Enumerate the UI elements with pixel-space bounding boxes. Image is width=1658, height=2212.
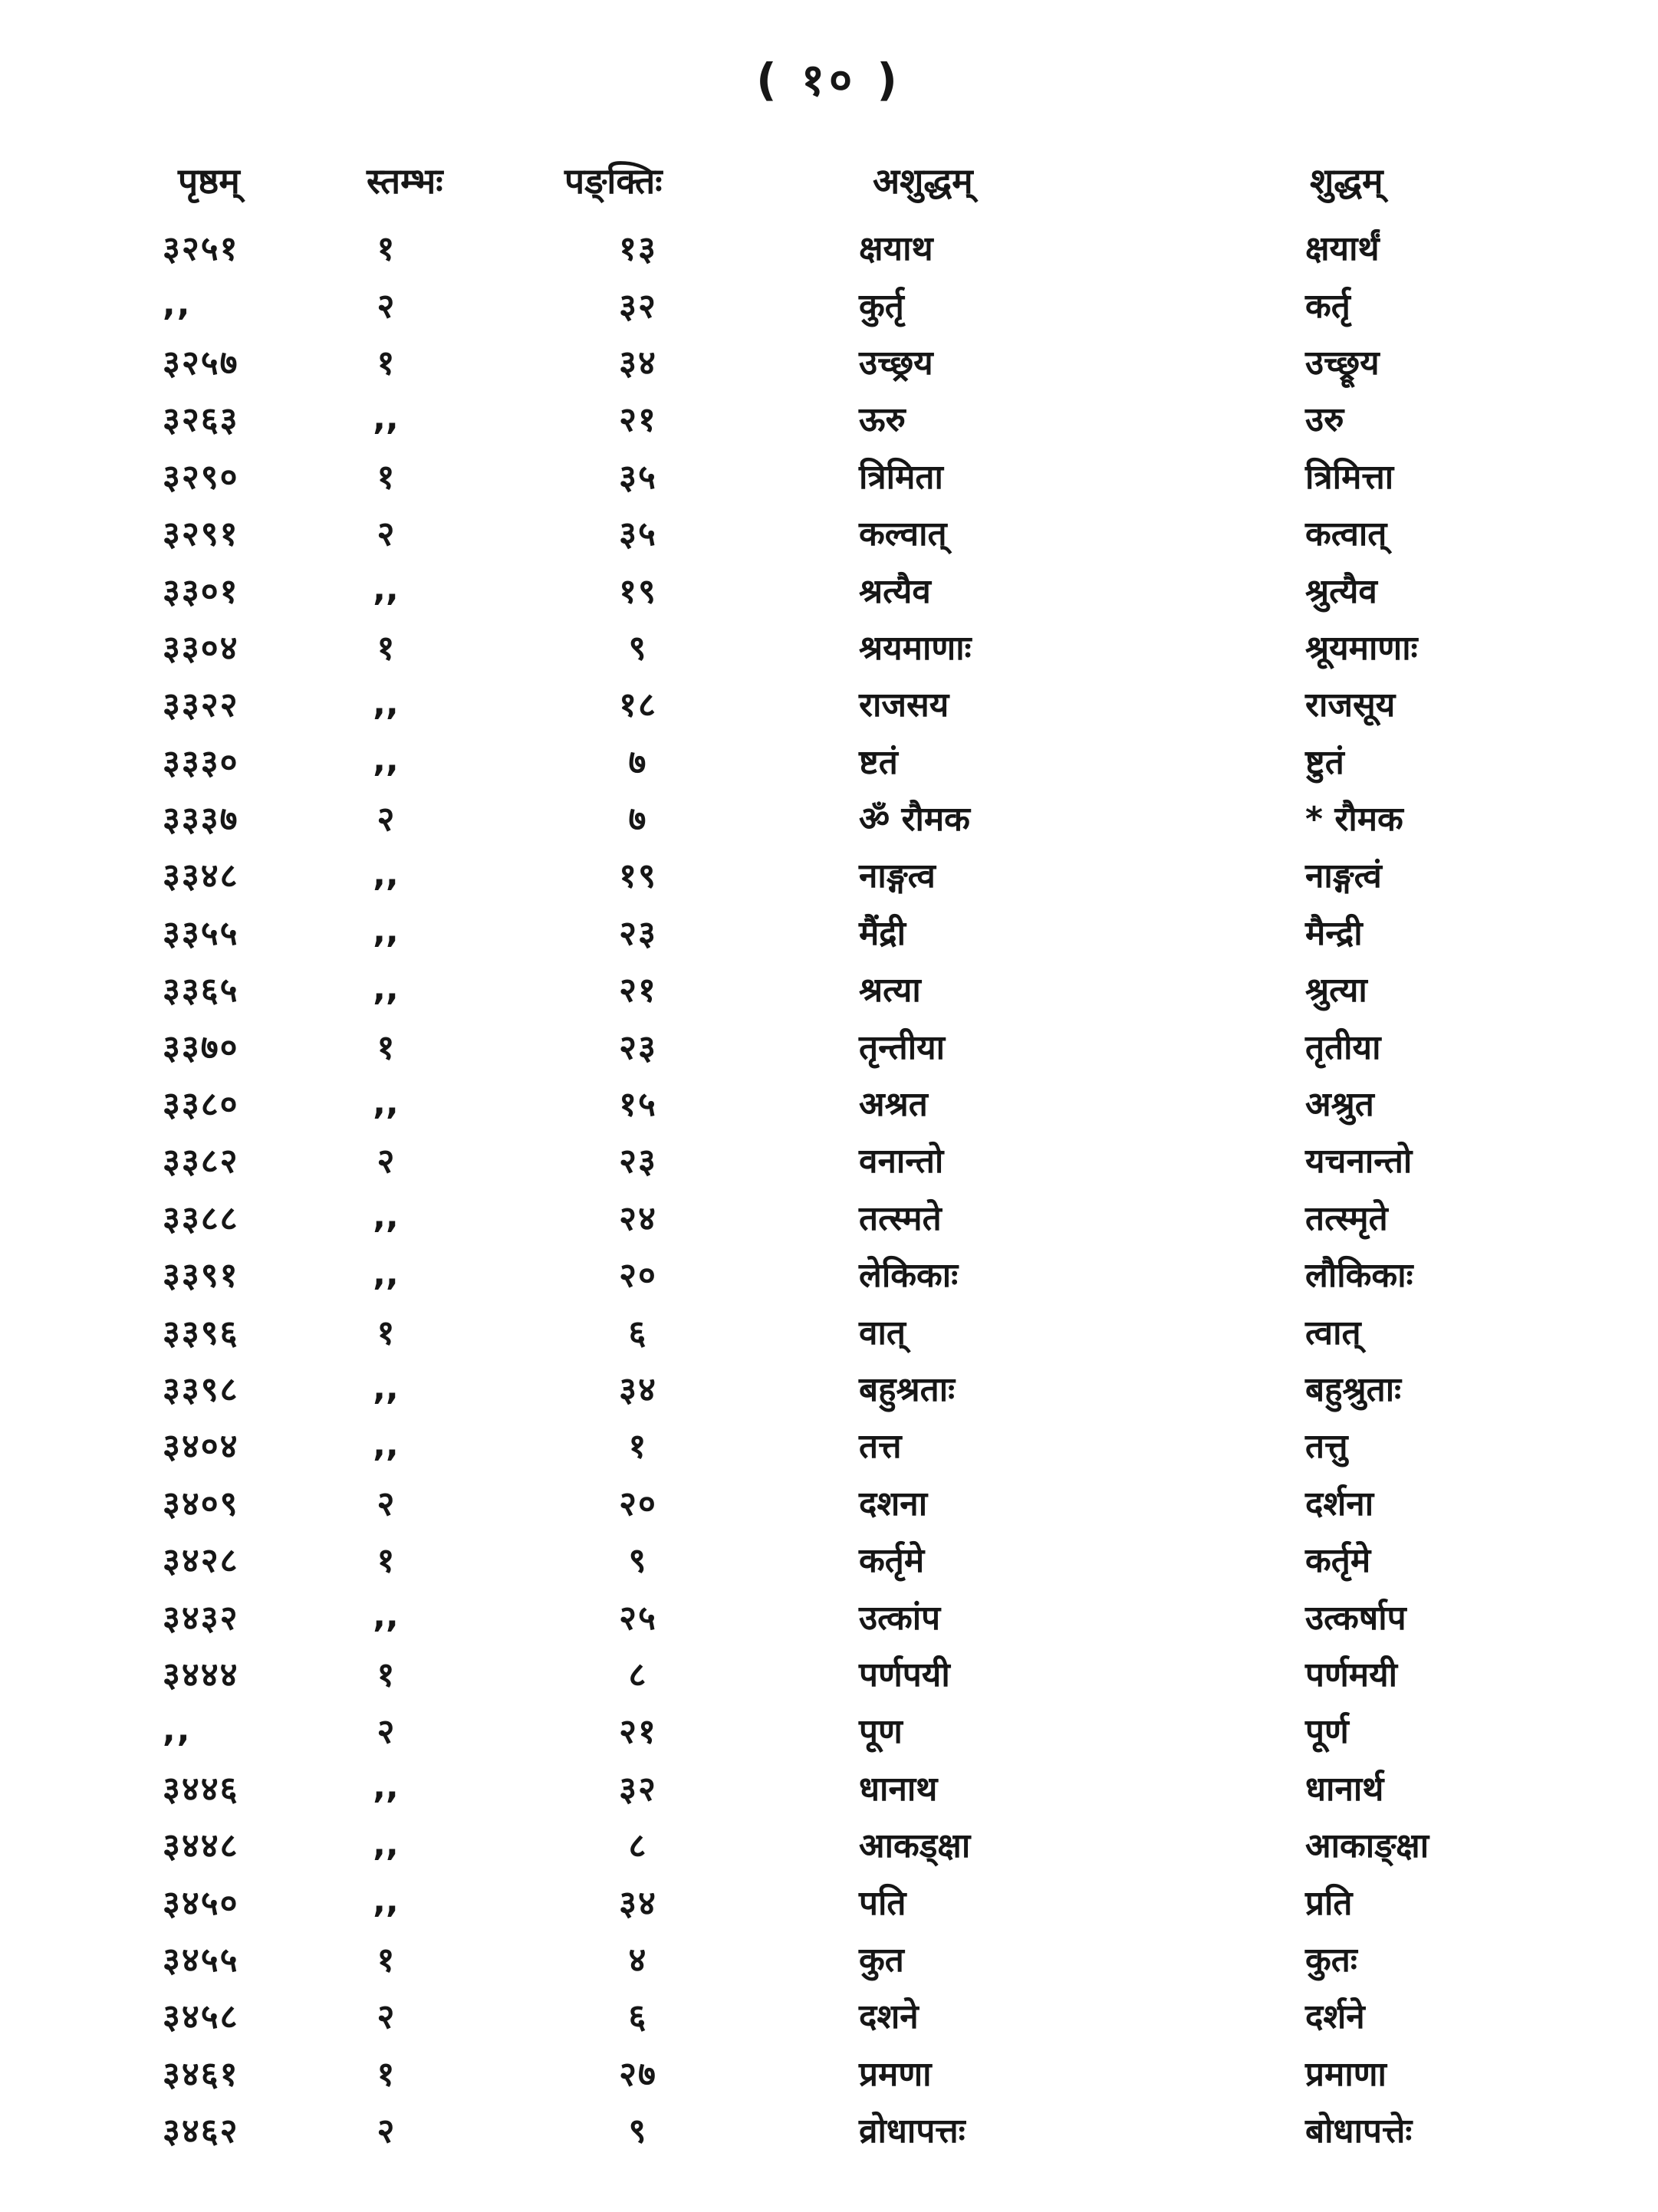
header-row — [0, 142, 1658, 219]
cell-column: ,, — [373, 1197, 399, 1237]
cell-line: ९ — [628, 2112, 648, 2151]
table-row — [0, 1645, 1658, 1701]
cell-incorrect: बहुश्रताः — [859, 1370, 956, 1409]
cell-incorrect: श्रत्या — [859, 971, 921, 1011]
cell-page: ३४०९ — [163, 1484, 239, 1523]
cell-line: २० — [619, 1256, 657, 1296]
cell-column: ,, — [373, 1882, 399, 1921]
header-page: पृष्ठम् — [178, 160, 240, 202]
table-row — [0, 732, 1658, 789]
cell-incorrect: पति — [859, 1883, 906, 1923]
cell-column: १ — [377, 1313, 395, 1353]
cell-correct: दर्शने — [1305, 1997, 1365, 2037]
table-row — [0, 903, 1658, 960]
cell-page: ३२९० — [163, 457, 239, 497]
cell-page: ३४५८ — [163, 1997, 239, 2037]
cell-correct: श्रुत्या — [1305, 971, 1367, 1011]
cell-column: ,, — [373, 570, 399, 610]
cell-incorrect: कर्तृमे — [859, 1541, 925, 1581]
table-row — [0, 1131, 1658, 1188]
cell-column: २ — [377, 2112, 395, 2151]
cell-page: ३३९८ — [163, 1370, 239, 1409]
cell-incorrect: वात् — [859, 1313, 906, 1353]
cell-incorrect: तृन्तीया — [859, 1027, 946, 1067]
cell-page: ३३३० — [163, 742, 239, 782]
table-row — [0, 618, 1658, 675]
cell-incorrect: प्रमणा — [859, 2054, 932, 2094]
cell-column: २ — [377, 1142, 395, 1182]
cell-column: १ — [377, 2054, 395, 2094]
table-row — [0, 1816, 1658, 1872]
table-row — [0, 1872, 1658, 1929]
table-row — [0, 1359, 1658, 1416]
errata-table — [0, 142, 1658, 2158]
cell-incorrect: मैंद्री — [859, 913, 906, 953]
cell-page: ,, — [163, 284, 192, 324]
cell-column: २ — [377, 1484, 395, 1523]
table-row — [0, 504, 1658, 560]
cell-line: २५ — [619, 1598, 657, 1638]
cell-line: ३४ — [619, 1370, 657, 1409]
cell-page: ३३०४ — [163, 628, 239, 668]
cell-page: ३३९६ — [163, 1313, 239, 1353]
cell-column: २ — [377, 1997, 395, 2037]
table-row — [0, 1017, 1658, 1073]
cell-column: ,, — [373, 398, 399, 438]
cell-incorrect: पर्णपयी — [859, 1655, 950, 1694]
cell-correct: तत्स्मृते — [1305, 1198, 1388, 1238]
table-row — [0, 219, 1658, 275]
cell-line: २१ — [619, 400, 657, 440]
cell-correct: बहुश्रुताः — [1305, 1370, 1402, 1409]
cell-line: ७ — [628, 800, 648, 840]
cell-incorrect: दशना — [859, 1484, 928, 1523]
cell-page: ३३८२ — [163, 1142, 239, 1182]
cell-line: २१ — [619, 971, 657, 1011]
cell-incorrect: आकड्क्षा — [859, 1826, 971, 1866]
table-row — [0, 2044, 1658, 2101]
cell-page: ३३८० — [163, 1085, 239, 1125]
table-row — [0, 1188, 1658, 1245]
cell-line: २३ — [619, 1142, 657, 1182]
cell-column: ,, — [373, 1425, 399, 1464]
cell-column: २ — [377, 800, 395, 840]
cell-correct: कर्तृ — [1305, 286, 1350, 326]
cell-incorrect: कल्वात् — [859, 514, 947, 554]
table-row — [0, 2101, 1658, 2158]
cell-page: ३२५७ — [163, 343, 239, 383]
cell-line: ३५ — [619, 514, 657, 554]
cell-correct: कत्वात् — [1305, 514, 1387, 554]
cell-column: १ — [377, 1655, 395, 1694]
table-row — [0, 675, 1658, 731]
cell-correct: त्रिमित्ता — [1305, 457, 1394, 497]
cell-incorrect: कुत — [859, 1940, 904, 1980]
cell-page: ,, — [163, 1710, 192, 1750]
cell-page: ३४६२ — [163, 2112, 239, 2151]
cell-correct: ष्टुतं — [1305, 742, 1344, 782]
cell-correct: नाङ्गत्वं — [1305, 856, 1382, 896]
cell-incorrect: लेकिकाः — [859, 1256, 959, 1296]
cell-column: १ — [377, 628, 395, 668]
cell-column: १ — [377, 1541, 395, 1581]
table-row — [0, 1416, 1658, 1473]
cell-correct: पूर्ण — [1305, 1712, 1349, 1752]
cell-line: १९ — [619, 571, 657, 611]
cell-correct: मैन्द्री — [1305, 913, 1363, 953]
table-row — [0, 1587, 1658, 1644]
cell-page: ३२५१ — [163, 229, 239, 269]
cell-line: ७ — [628, 742, 648, 782]
cell-column: ,, — [373, 1368, 399, 1408]
table-row — [0, 1759, 1658, 1816]
table-row — [0, 789, 1658, 846]
cell-correct: उत्कर्षाप — [1305, 1598, 1406, 1638]
cell-correct: पर्णमयी — [1305, 1655, 1398, 1694]
cell-incorrect: नाङ्गत्व — [859, 856, 936, 896]
cell-incorrect: पूण — [859, 1712, 903, 1752]
cell-correct: यचनान्तो — [1305, 1142, 1413, 1182]
cell-line: २३ — [619, 913, 657, 953]
cell-line: ६ — [628, 1313, 648, 1353]
cell-column: ,, — [373, 1254, 399, 1293]
cell-incorrect: श्रत्यैव — [859, 571, 931, 611]
table-row — [0, 846, 1658, 902]
cell-page: ३३७० — [163, 1027, 239, 1067]
cell-correct: उच्छ्रूय — [1305, 343, 1380, 383]
cell-correct: राजसूय — [1305, 685, 1396, 725]
table-row — [0, 447, 1658, 504]
cell-page: ३४५५ — [163, 1940, 239, 1980]
cell-incorrect: उच्छ्रय — [859, 343, 933, 383]
header-correct: शुद्धम् — [1310, 160, 1383, 202]
table-row — [0, 1930, 1658, 1987]
cell-correct: लौकिकाः — [1305, 1256, 1413, 1296]
table-row — [0, 1074, 1658, 1131]
header-incorrect: अशुद्धम् — [873, 160, 973, 202]
cell-line: ४ — [628, 1940, 648, 1980]
cell-correct: तृतीया — [1305, 1027, 1381, 1067]
cell-line: ३४ — [619, 1883, 657, 1923]
cell-incorrect: वनान्तो — [859, 1142, 944, 1182]
cell-line: ३२ — [619, 1769, 657, 1809]
cell-column: २ — [377, 286, 395, 326]
cell-correct: कुतः — [1305, 1940, 1357, 1980]
cell-page: ३३८८ — [163, 1198, 239, 1238]
table-row — [0, 1530, 1658, 1587]
cell-incorrect: त्रिमिता — [859, 457, 943, 497]
cell-column: १ — [377, 1027, 395, 1067]
cell-column: ,, — [373, 968, 399, 1008]
cell-correct: क्षयार्थं — [1305, 229, 1380, 269]
cell-column: २ — [377, 514, 395, 554]
cell-column: ,, — [373, 1767, 399, 1807]
cell-column: ,, — [373, 912, 399, 952]
cell-incorrect: तत्त — [859, 1427, 902, 1467]
table-row — [0, 1245, 1658, 1302]
cell-line: १९ — [619, 856, 657, 896]
cell-column: ,, — [373, 683, 399, 723]
cell-correct: तत्तु — [1305, 1427, 1348, 1467]
cell-column: ,, — [373, 741, 399, 781]
cell-line: १ — [628, 1427, 648, 1467]
cell-page: ३४६१ — [163, 2054, 239, 2094]
cell-line: ३५ — [619, 457, 657, 497]
cell-correct: कर्तृमे — [1305, 1541, 1371, 1581]
cell-page: ३४०४ — [163, 1427, 239, 1467]
cell-correct: श्रूयमाणाः — [1305, 628, 1418, 668]
cell-column: ,, — [373, 1824, 399, 1864]
cell-column: २ — [377, 1712, 395, 1752]
cell-column: १ — [377, 1940, 395, 1980]
table-row — [0, 1474, 1658, 1530]
cell-correct: आकाङ्क्षा — [1305, 1826, 1429, 1866]
cell-line: ८ — [628, 1655, 648, 1694]
cell-line: ३२ — [619, 286, 657, 326]
cell-page: ३२९१ — [163, 514, 239, 554]
table-row — [0, 389, 1658, 446]
cell-column: ,, — [373, 1596, 399, 1636]
cell-correct: प्रमाणा — [1305, 2054, 1387, 2094]
cell-incorrect: ॐ रौमक — [859, 800, 970, 840]
cell-incorrect: क्षयाथ — [859, 229, 933, 269]
cell-line: ३४ — [619, 343, 657, 383]
table-row — [0, 1987, 1658, 2043]
cell-line: ८ — [628, 1826, 648, 1866]
cell-line: २४ — [619, 1198, 657, 1238]
cell-incorrect: अश्रत — [859, 1085, 928, 1125]
cell-incorrect: कुर्तृ — [859, 286, 904, 326]
cell-incorrect: व्रोधापत्तः — [859, 2112, 966, 2151]
cell-column: ,, — [373, 854, 399, 894]
cell-correct: * रौमक — [1305, 800, 1403, 840]
cell-page: ३४३२ — [163, 1598, 239, 1638]
cell-line: ९ — [628, 1541, 648, 1581]
cell-line: २३ — [619, 1027, 657, 1067]
cell-incorrect: दशने — [859, 1997, 919, 2037]
cell-column: ,, — [373, 1083, 399, 1122]
cell-incorrect: राजसय — [859, 685, 949, 725]
cell-incorrect: ष्टतं — [859, 742, 898, 782]
cell-correct: बोधापत्तेः — [1305, 2112, 1413, 2151]
cell-line: २० — [619, 1484, 657, 1523]
table-row — [0, 1701, 1658, 1758]
cell-column: १ — [377, 343, 395, 383]
cell-column: १ — [377, 457, 395, 497]
cell-page: ३४४८ — [163, 1826, 239, 1866]
cell-incorrect: तत्स्मते — [859, 1198, 942, 1238]
cell-correct: अश्रुत — [1305, 1085, 1374, 1125]
header-line: पङ्क्तिः — [564, 160, 663, 202]
errata-body — [0, 219, 1658, 2158]
cell-page: ३४२८ — [163, 1541, 239, 1581]
cell-page: ३३४८ — [163, 856, 239, 896]
table-row — [0, 333, 1658, 389]
table-row — [0, 275, 1658, 332]
cell-correct: दर्शना — [1305, 1484, 1374, 1523]
table-row — [0, 1302, 1658, 1359]
cell-line: १३ — [619, 229, 657, 269]
cell-incorrect: श्रयमाणाः — [859, 628, 972, 668]
cell-line: ६ — [628, 1997, 648, 2037]
cell-page: ३३६५ — [163, 971, 239, 1011]
cell-page: ३४५० — [163, 1883, 239, 1923]
cell-line: २१ — [619, 1712, 657, 1752]
cell-page: ३४४६ — [163, 1769, 239, 1809]
cell-incorrect: ऊरु — [859, 400, 906, 440]
cell-page: ३४४४ — [163, 1655, 239, 1694]
cell-correct: त्वात् — [1305, 1313, 1361, 1353]
cell-line: २७ — [619, 2054, 657, 2094]
cell-column: १ — [377, 229, 395, 269]
cell-correct: प्रति — [1305, 1883, 1353, 1923]
cell-line: १५ — [619, 1085, 657, 1125]
cell-page: ३३०१ — [163, 571, 239, 611]
cell-correct: उरु — [1305, 400, 1344, 440]
cell-page: ३३२२ — [163, 685, 239, 725]
cell-page: ३३९१ — [163, 1256, 239, 1296]
cell-correct: धानार्थ — [1305, 1769, 1384, 1809]
header-column: स्तम्भः — [367, 160, 443, 202]
cell-page: ३३३७ — [163, 800, 239, 840]
cell-line: ९ — [628, 628, 648, 668]
cell-incorrect: धानाथ — [859, 1769, 938, 1809]
cell-line: १८ — [619, 685, 657, 725]
table-row — [0, 560, 1658, 617]
cell-page: ३३५५ — [163, 913, 239, 953]
cell-correct: श्रुत्यैव — [1305, 571, 1377, 611]
cell-incorrect: उत्कांप — [859, 1598, 941, 1638]
table-row — [0, 960, 1658, 1017]
page-number: ( १० ) — [756, 54, 902, 106]
cell-page: ३२६३ — [163, 400, 239, 440]
